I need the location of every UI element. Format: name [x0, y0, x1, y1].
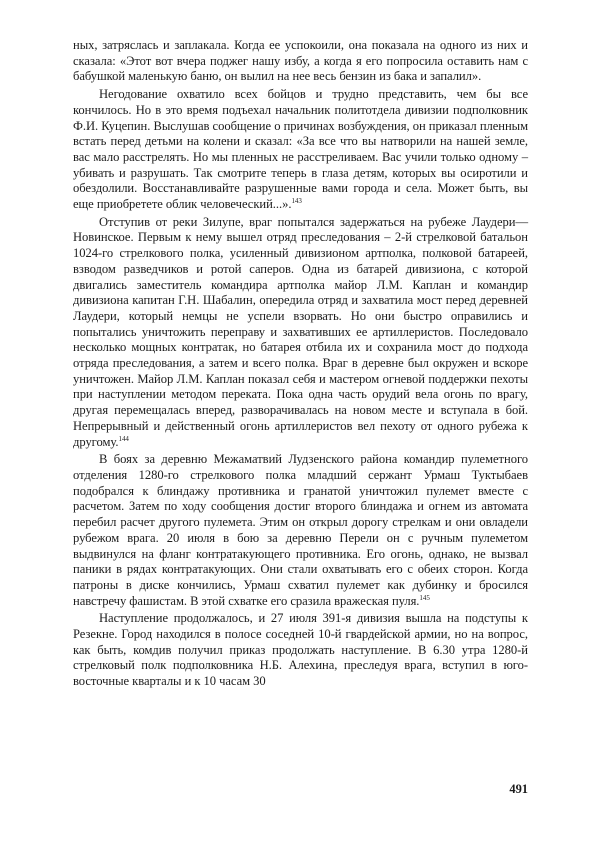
page-number: 491 — [509, 782, 528, 796]
paragraph-2 — [73, 87, 528, 213]
paragraph-5 — [73, 611, 528, 690]
footnote-ref-145: 145 — [419, 593, 430, 602]
paragraph-1 — [73, 38, 528, 85]
paragraph-5-text: Наступление продолжалось, и 27 июля 391-я дивизия вышла на подступы к Резекне. Город находился в полосе соседней 10-й гвардейской армии, но на вопрос, как быть, комдив получил приказ продолжать наступление. В 6.30 утра 1280-й стрелковый полк подполковника Н.Б. Алехина, преследуя врага, вступил в юго-восточные кварталы и к 10 часам 30 — [73, 611, 528, 689]
footnote-ref-144: 144 — [118, 434, 129, 443]
paragraph-3 — [73, 215, 528, 451]
paragraph-4-text: В боях за деревню Межаматвий Лудзенского района командир пулеметного отделения 1280-го стрелкового полка младший сержант Урмаш Туктыбаев подобрался к блиндажу противника и гранатой уничтожил пулемет вместе с расчетом. Затем по ходу сообщения достиг второго блиндажа и огнем из автомата перебил расчет другого пулемета. Этим он открыл дорогу стрелкам и они овладели рубежом врага. 20 июля в бою за деревню Перели он с ручным пулеметом выдвинулся на фланг контратакующего противника. Его огонь, однако, не вызвал паники в рядах контратакующих. Они стали охватывать его с обеих сторон. Когда патроны в диске кончились, Урмаш схватил пулемет как дубинку и бросился навстречу фашистам. В этой схватке его сразила вражеская пуля. — [73, 452, 528, 608]
paragraph-1-text: ных, затряслась и заплакала. Когда ее успокоили, она показала на одного из них и сказала: «Этот вот вчера поджег нашу избу, а когда я его попросила оставить нам с бабушкой маленькую баню, он вылил на нее весь бензин из бака и запалил». — [73, 38, 528, 84]
paragraph-2-text: Негодование охватило всех бойцов и трудно представить, чем бы все кончилось. Но в это время подъехал начальник политотдела дивизии подполковник Ф.И. Куцепин. Выслушав сообщение о причинах возбуждения, он приказал пленным встать перед детьми на колени и сказал: «За все что вы натворили на нашей земле, вас мало расстрелять. Но мы пленных не расстреливаем. Вас учили только одному – убивать и разрушать. Так смотрите теперь в глаза детям, которых вы осиротили и обездолили. Восстанавливайте разрушенные вами города и села. Может быть, вы еще приобретете облик человеческий...». — [73, 87, 528, 212]
footnote-ref-143: 143 — [291, 197, 302, 206]
paragraph-3-text: Отступив от реки Зилупе, враг попытался задержаться на рубеже Лаудери—Новинское. Первым к нему вышел отряд преследования – 2-й стрелковой батальон 1024-го стрелкового полка, усиленный дивизионом артполка, полковой батареей, взводом разведчиков и ротой саперов. Одна из батарей дивизиона, с которой двигались заместитель командира артполка майор Л.М. Каплан и командир дивизиона капитан Г.Н. Шабалин, опередила отряд и захватила мост перед деревней Лаудери, который немцы не успели взорвать. Но они быстро оправились и попытались уничтожить переправу и захвативших ее артиллеристов. Последовало несколько мощных контратак, но батарея отбила их и сохранила мост до подхода отряда преследования, а затем и всего полка. Враг в деревне был окружен и вскоре уничтожен. Майор Л.М. Каплан показал себя и мастером огневой поддержки пехоты при наступлении методом переката. Пока одна часть орудий вела огонь по врагу, другая перемещалась вперед, разворачивалась на новом месте и вступала в бой. Непрерывный и действенный огонь артиллеристов вел пехоту от одного рубежа к другому. — [73, 214, 528, 449]
paragraph-4 — [73, 452, 528, 609]
book-page — [73, 38, 528, 796]
